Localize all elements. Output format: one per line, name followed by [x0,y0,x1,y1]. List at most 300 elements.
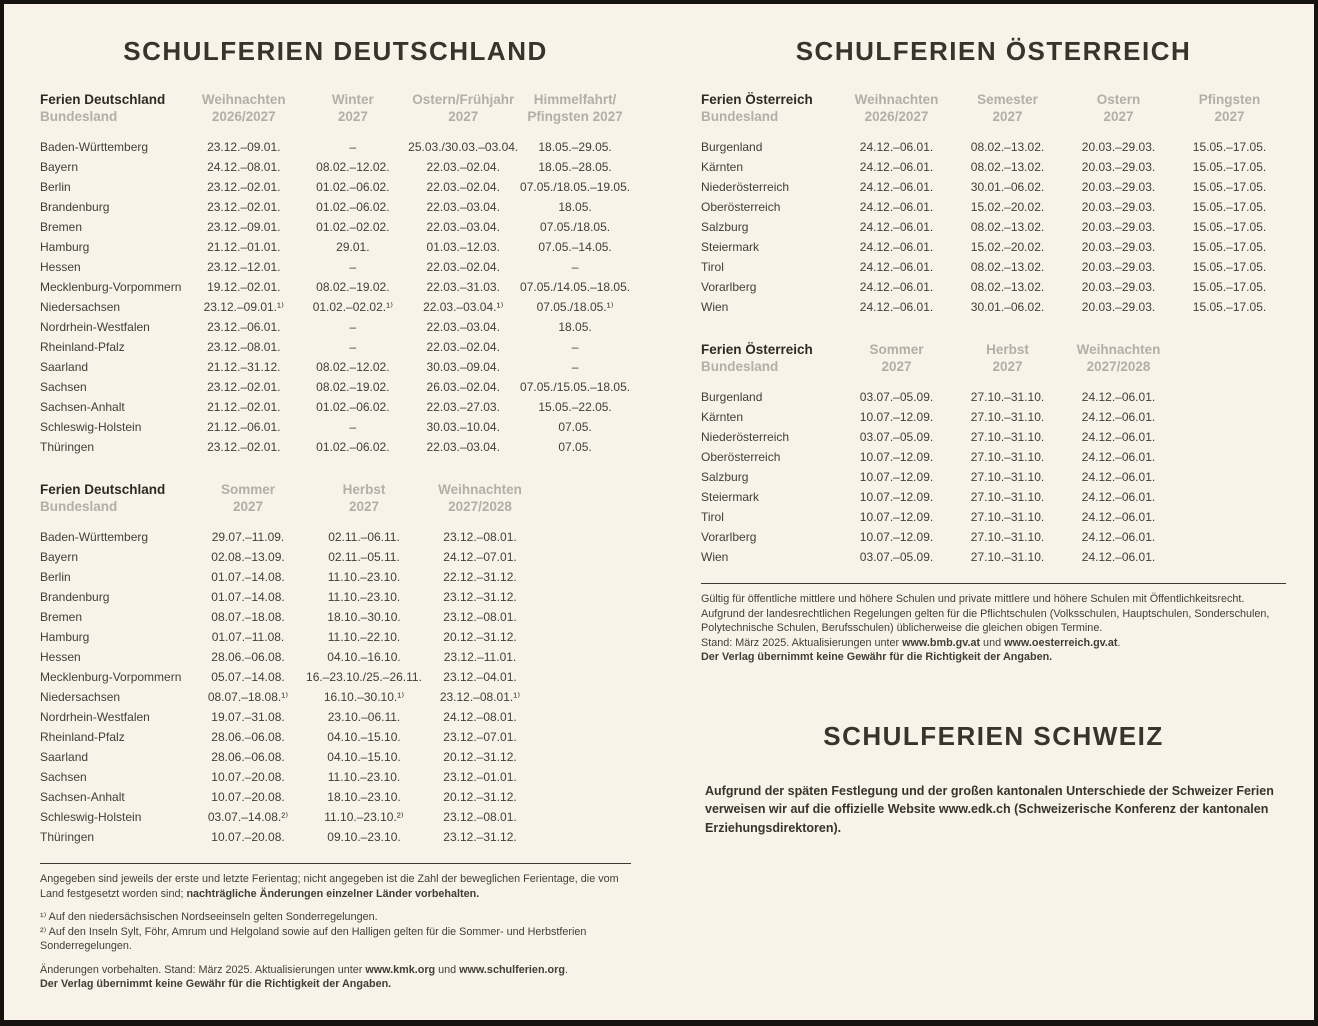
bundesland-name: Niedersachsen [40,300,121,314]
date-range: 02.11.–05.11. [328,550,400,564]
date-range: 23.12.–08.01. [207,340,281,354]
header-row [701,91,1285,137]
switzerland-section [701,721,1286,838]
date-range: 24.12.–06.01. [1081,510,1156,524]
table-row [40,687,538,707]
table-row [701,217,1285,237]
table-row [701,297,1285,317]
table-row [701,407,1174,427]
table-row [40,197,631,217]
table-row [40,587,538,607]
date-range: 18.10.–23.10. [327,790,401,804]
date-range: 07.05. [558,420,592,434]
table-row [701,277,1285,297]
date-range: 15.05.–17.05. [1192,280,1267,294]
date-range: 10.07.–20.08. [211,830,285,844]
date-range: 27.10.–31.10. [970,530,1045,544]
date-range: 23.12.–08.01. [443,610,517,624]
notes-disclaimer: Der Verlag übernimmt keine Gewähr für die Richtigkeit der Angaben. [40,978,392,990]
date-range: 24.12.–06.01. [859,180,934,194]
date-range: 23.12.–09.01. [207,140,281,154]
date-range: 08.07.–18.08.¹⁾ [207,690,289,704]
date-range: 18.05. [558,320,592,334]
date-range: 27.10.–31.10. [970,430,1045,444]
bundesland-name: Hamburg [40,240,90,254]
bundesland-name: Niedersachsen [40,690,121,704]
bundesland-name: Niederösterreich [701,430,790,444]
switzerland-text: Aufgrund der späten Festlegung und der großen kantonalen Unterschiede der Schweizer Ferien verweisen wir auf die offizielle Website www.edk.ch (Schweizerische Konferenz der kantonalen Erziehungsdirektoren). [705,783,1274,835]
calendar-spread [4,4,1314,1020]
date-range: 24.12.–06.01. [859,140,934,154]
bundesland-name: Nordrhein-Westfalen [40,710,150,724]
kmk-url: www.kmk.org [365,963,436,976]
bundesland-name: Sachsen [40,770,87,784]
date-range: 01.02.–06.02. [316,400,390,414]
date-range: 22.03.–02.04. [426,260,500,274]
date-range: 08.02.–13.02. [970,220,1045,234]
bundesland-name: Rheinland-Pfalz [40,730,125,744]
date-range: 23.12.–08.01. [443,810,517,824]
date-range: 24.12.–06.01. [1081,450,1156,464]
date-range: 24.12.–06.01. [1081,410,1156,424]
date-range: 21.12.–02.01. [207,400,281,414]
date-range: 08.02.–12.02. [316,160,390,174]
table-row [40,767,538,787]
date-range: 24.12.–06.01. [1081,430,1156,444]
column-header: Ostern/Frühjahr 2027 [412,92,515,124]
date-range: 15.05.–17.05. [1192,240,1267,254]
date-range: 15.05.–17.05. [1192,300,1267,314]
date-range: 24.12.–07.01. [443,550,517,564]
table-row [701,547,1174,567]
date-range: 20.12.–31.12. [443,790,517,804]
date-range: 24.12.–06.01. [859,240,934,254]
notes-intro: Angegeben sind jeweils der erste und letzte Ferientag; nicht angegeben ist die Zahl der beweglichen Ferientage, die vom Land festgesetzt worden sind; nachträgliche Änderungen einzelner Länder vorbehalten. [40,873,619,900]
table-row [40,137,631,157]
germany-page [4,4,659,1020]
date-range: 23.12.–02.01. [207,200,281,214]
date-range: 20.03.–29.03. [1081,180,1156,194]
date-range: 23.12.–09.01.¹⁾ [203,300,284,314]
table-row [40,297,631,317]
date-range: 22.03.–02.04. [426,180,500,194]
table-row [701,527,1174,547]
bundesland-name: Baden-Württemberg [40,530,149,544]
date-range: 04.10.–15.10. [327,730,401,744]
date-range: 23.12.–11.01. [443,650,517,664]
date-range: 04.10.–15.10. [327,750,401,764]
table-row [701,387,1174,407]
date-range: – [349,420,357,434]
date-range: 25.03./30.03.–03.04. [408,140,519,154]
table-row [40,787,538,807]
table-row [701,137,1285,157]
date-range: 15.05.–17.05. [1192,140,1267,154]
oesterreich-url: www.oesterreich.gv.at [1004,636,1118,649]
table-row [40,377,631,397]
date-range: 18.10.–30.10. [327,610,401,624]
date-range: 23.12.–12.01. [207,260,281,274]
table-row [40,807,538,827]
date-range: 07.05./18.05. [540,220,611,234]
table-row [40,567,538,587]
bmb-url: www.bmb.gv.at [902,636,981,649]
date-range: 22.03.–02.04. [426,160,500,174]
bundesland-name: Kärnten [701,410,744,424]
table-row [40,647,538,667]
date-range: 22.03.–03.04.¹⁾ [423,300,504,314]
table-row [701,507,1174,527]
table-row [40,727,538,747]
date-range: 27.10.–31.10. [970,410,1045,424]
date-range: 10.07.–12.09. [859,410,934,424]
date-range: 22.03.–27.03. [426,400,500,414]
date-range: 08.02.–13.02. [970,160,1045,174]
date-range: 23.12.–04.01. [443,670,517,684]
date-range: 03.07.–14.08.²⁾ [207,810,289,824]
date-range: 07.05./18.05.¹⁾ [536,300,614,314]
date-range: 10.07.–12.09. [859,530,934,544]
bundesland-name: Salzburg [701,470,749,484]
date-range: 23.12.–31.12. [443,830,517,844]
date-range: 23.12.–02.01. [207,380,281,394]
date-range: 24.12.–06.01. [1081,490,1156,504]
bundesland-name: Bremen [40,610,83,624]
table-row [701,467,1174,487]
date-range: 08.02.–13.02. [970,280,1045,294]
spacer [40,901,631,910]
table-row [40,357,631,377]
bundesland-name: Mecklenburg-Vorpommern [40,280,182,294]
date-range: 15.05.–17.05. [1192,260,1267,274]
date-range: 24.12.–08.01. [207,160,281,174]
date-range: 01.02.–02.02. [316,220,390,234]
date-range: 24.12.–06.01. [859,200,934,214]
date-range: 03.07.–05.09. [859,550,934,564]
bundesland-name: Nordrhein-Westfalen [40,320,150,334]
table-title: Ferien Deutschland [40,92,166,107]
date-range: 15.05.–17.05. [1192,200,1267,214]
bundesland-name: Sachsen-Anhalt [40,790,125,804]
germany-summer-table [40,481,538,847]
date-range: 16.10.–30.10.¹⁾ [323,690,405,704]
date-range: 18.05.–28.05. [538,160,612,174]
date-range: 19.12.–02.01. [207,280,281,294]
bundesland-name: Mecklenburg-Vorpommern [40,670,182,684]
bundesland-name: Brandenburg [40,200,110,214]
date-range: 20.03.–29.03. [1081,280,1156,294]
date-range: 22.03.–03.04. [426,220,500,234]
table-row [40,437,631,457]
date-range: 27.10.–31.10. [970,550,1045,564]
date-range: 10.07.–20.08. [211,770,285,784]
bundesland-name: Vorarlberg [701,280,757,294]
germany-title: SCHULFERIEN DEUTSCHLAND [123,36,548,66]
austria-page [659,4,1314,1020]
date-range: 27.10.–31.10. [970,450,1045,464]
bundesland-name: Oberösterreich [701,450,781,464]
notes-line-2: Aufgrund der landesrechtlichen Regelungen gelten für die Pflichtschulen (Volksschulen, Hauptschulen, Sonderschulen, Polytechnische Schulen, Berufsschulen) üblicherweise die gleichen obigen Termine. [701,607,1270,634]
date-range: 20.12.–31.12. [443,630,517,644]
bundesland-name: Wien [701,550,729,564]
date-range: – [349,320,357,334]
bundesland-name: Hessen [40,650,81,664]
date-range: 11.10.–22.10. [327,630,401,644]
table-subtitle: Bundesland [40,109,118,124]
bundesland-name: Wien [701,300,729,314]
table-row [40,607,538,627]
date-range: 24.12.–06.01. [859,160,934,174]
date-range: 29.07.–11.09. [211,530,285,544]
column-header: Weihnachten 2026/2027 [854,92,939,124]
date-range: – [571,360,579,374]
date-range: 23.12.–31.12. [443,590,517,604]
bundesland-name: Salzburg [701,220,749,234]
date-range: 01.02.–06.02. [316,200,390,214]
table-row [40,157,631,177]
date-range: 28.06.–06.08. [211,650,285,664]
date-range: 24.12.–06.01. [1081,470,1156,484]
table-subtitle: Bundesland [701,109,779,124]
notes-line-1: Gültig für öffentliche mittlere und höhere Schulen und private mittlere und höhere Schulen mit Öffentlichkeitsrecht. [701,593,1245,605]
column-header: Sommer 2027 [869,342,924,374]
date-range: 24.12.–06.01. [859,300,934,314]
date-range: 03.07.–05.09. [859,390,934,404]
date-range: 24.12.–06.01. [859,260,934,274]
table-subtitle: Bundesland [40,499,118,514]
date-range: 20.03.–29.03. [1081,140,1156,154]
date-range: 23.12.–01.01. [443,770,517,784]
column-header: Sommer 2027 [220,482,276,514]
date-range: 01.07.–14.08. [211,590,285,604]
footnote-2: ²⁾ Auf den Inseln Sylt, Föhr, Amrum und Helgoland sowie auf den Halligen gelten für die Sommer- und Herbstferien Sonderregelungen. [40,925,587,952]
date-range: 30.03.–09.04. [426,360,500,374]
date-range: 08.02.–19.02. [316,280,390,294]
bundesland-name: Thüringen [40,440,95,454]
date-range: 23.12.–07.01. [443,730,517,744]
table-row [40,667,538,687]
date-range: 23.12.–02.01. [207,440,281,454]
table-row [40,707,538,727]
bundesland-name: Bayern [40,550,79,564]
date-range: 29.01. [336,240,370,254]
column-header: Weihnachten 2027/2028 [438,482,522,514]
column-header: Winter 2027 [331,92,374,124]
date-range: 08.02.–12.02. [316,360,390,374]
spacer [40,954,631,963]
table-title: Ferien Österreich [701,92,813,107]
austria-season-table [701,91,1285,317]
header-row [40,91,631,137]
bundesland-name: Baden-Württemberg [40,140,149,154]
table-corner-header [701,91,841,137]
bundesland-name: Niederösterreich [701,180,790,194]
table-title: Ferien Deutschland [40,482,166,497]
table-row [701,177,1285,197]
germany-season-table [40,91,631,457]
date-range: 10.07.–12.09. [859,450,934,464]
date-range: 26.03.–02.04. [426,380,500,394]
date-range: 15.02.–20.02. [970,200,1045,214]
column-header: Ostern 2027 [1096,92,1141,124]
table-row [40,627,538,647]
date-range: 15.02.–20.02. [970,240,1045,254]
date-range: 01.07.–14.08. [211,570,285,584]
column-header: Herbst 2027 [342,482,386,514]
bundesland-name: Sachsen [40,380,87,394]
bundesland-name: Steiermark [701,240,760,254]
date-range: 21.12.–06.01. [207,420,281,434]
header-row [40,481,538,527]
date-range: 01.02.–06.02. [316,180,390,194]
table-row [40,417,631,437]
table-row [701,197,1285,217]
table-row [40,217,631,237]
austria-summer-table [701,341,1174,567]
date-range: 24.12.–06.01. [1081,550,1156,564]
date-range: 16.–23.10./25.–26.11. [306,670,422,684]
date-range: 20.12.–31.12. [443,750,517,764]
bundesland-name: Bayern [40,160,79,174]
date-range: 24.12.–06.01. [1081,530,1156,544]
bundesland-name: Berlin [40,180,71,194]
header-row [701,341,1174,387]
date-range: 18.05. [558,200,592,214]
date-range: 27.10.–31.10. [970,390,1045,404]
date-range: 11.10.–23.10.²⁾ [324,810,404,824]
date-range: 10.07.–12.09. [859,470,934,484]
date-range: 15.05.–22.05. [538,400,612,414]
date-range: 08.02.–19.02. [316,380,390,394]
bundesland-name: Rheinland-Pfalz [40,340,125,354]
date-range: 22.03.–03.04. [426,440,500,454]
bundesland-name: Hessen [40,260,81,274]
date-range: – [349,260,357,274]
table-row [701,257,1285,277]
germany-notes [40,863,631,992]
schulferien-url: www.schulferien.org [459,963,565,976]
date-range: – [571,340,579,354]
date-range: 28.06.–06.08. [211,730,285,744]
column-header: Pfingsten 2027 [1198,92,1261,124]
notes-disclaimer: Der Verlag übernimmt keine Gewähr für die Richtigkeit der Angaben. [701,651,1053,663]
date-range: 19.07.–31.08. [211,710,285,724]
date-range: 15.05.–17.05. [1192,160,1267,174]
table-corner-header [701,341,841,387]
footnote-1: ¹⁾ Auf den niedersächsischen Nordseeinseln gelten Sonderregelungen. [40,911,378,923]
date-range: 24.12.–06.01. [859,280,934,294]
date-range: 27.10.–31.10. [970,470,1045,484]
date-range: 10.07.–12.09. [859,510,934,524]
austria-title: SCHULFERIEN ÖSTERREICH [795,36,1192,66]
date-range: 20.03.–29.03. [1081,220,1156,234]
table-row [40,747,538,767]
bundesland-name: Thüringen [40,830,95,844]
date-range: 18.05.–29.05. [538,140,612,154]
switzerland-title: SCHULFERIEN SCHWEIZ [823,720,1164,751]
date-range: 05.07.–14.08. [211,670,285,684]
notes-stand: Stand: März 2025. Aktualisierungen unter www.bmb.gv.at und www.oesterreich.gv.at. [701,636,1121,649]
date-range: 08.02.–13.02. [970,260,1045,274]
date-range: 08.02.–13.02. [970,140,1045,154]
table-row [701,447,1174,467]
table-row [701,157,1285,177]
date-range: 27.10.–31.10. [970,490,1045,504]
date-range: 27.10.–31.10. [970,510,1045,524]
date-range: – [349,140,357,154]
column-header: Herbst 2027 [986,342,1029,374]
column-header: Semester 2027 [977,92,1038,124]
date-range: 08.07.–18.08. [211,610,285,624]
date-range: 21.12.–01.01. [207,240,281,254]
date-range: 11.10.–23.10. [327,590,401,604]
date-range: 20.03.–29.03. [1081,240,1156,254]
bundesland-name: Oberösterreich [701,200,781,214]
date-range: 24.12.–06.01. [859,220,934,234]
date-range: 23.12.–06.01. [207,320,281,334]
date-range: 23.10.–06.11. [327,710,401,724]
column-header: Weihnachten 2026/2027 [201,92,286,124]
date-range: 23.12.–09.01. [207,220,281,234]
bundesland-name: Schleswig-Holstein [40,420,142,434]
date-range: 24.12.–08.01. [443,710,517,724]
table-row [40,237,631,257]
date-range: 20.03.–29.03. [1081,200,1156,214]
date-range: 20.03.–29.03. [1081,300,1156,314]
table-row [40,397,631,417]
date-range: 03.07.–05.09. [859,430,934,444]
bundesland-name: Burgenland [701,390,763,404]
table-row [40,257,631,277]
bundesland-name: Tirol [701,260,724,274]
table-row [40,337,631,357]
date-range: 21.12.–31.12. [207,360,281,374]
table-row [40,177,631,197]
table-row [40,827,538,847]
table-row [40,547,538,567]
table-row [701,427,1174,447]
bundesland-name: Sachsen-Anhalt [40,400,125,414]
date-range: 20.03.–29.03. [1081,260,1156,274]
date-range: 15.05.–17.05. [1192,220,1267,234]
date-range: 24.12.–06.01. [1081,390,1156,404]
bundesland-name: Vorarlberg [701,530,757,544]
bundesland-name: Bremen [40,220,83,234]
date-range: 15.05.–17.05. [1192,180,1267,194]
date-range: 10.07.–20.08. [211,790,285,804]
date-range: 23.12.–08.01. [443,530,517,544]
table-row [40,277,631,297]
bundesland-name: Steiermark [701,490,760,504]
table-corner-header [40,91,189,137]
notes-stand: Änderungen vorbehalten. Stand: März 2025. Aktualisierungen unter www.kmk.org und www.schulferien.org. [40,963,568,976]
bundesland-name: Schleswig-Holstein [40,810,142,824]
bundesland-name: Tirol [701,510,724,524]
date-range: – [349,340,357,354]
date-range: 22.03.–03.04. [426,200,500,214]
date-range: 02.08.–13.09. [211,550,285,564]
table-row [40,317,631,337]
date-range: 07.05./14.05.–18.05. [520,280,631,294]
date-range: 09.10.–23.10. [327,830,401,844]
date-range: 02.11.–06.11. [328,530,400,544]
date-range: 23.12.–02.01. [207,180,281,194]
date-range: 22.03.–02.04. [426,340,500,354]
date-range: 04.10.–16.10. [327,650,401,664]
table-title: Ferien Österreich [701,342,813,357]
austria-notes [701,583,1286,665]
date-range: 23.12.–08.01.¹⁾ [439,690,521,704]
